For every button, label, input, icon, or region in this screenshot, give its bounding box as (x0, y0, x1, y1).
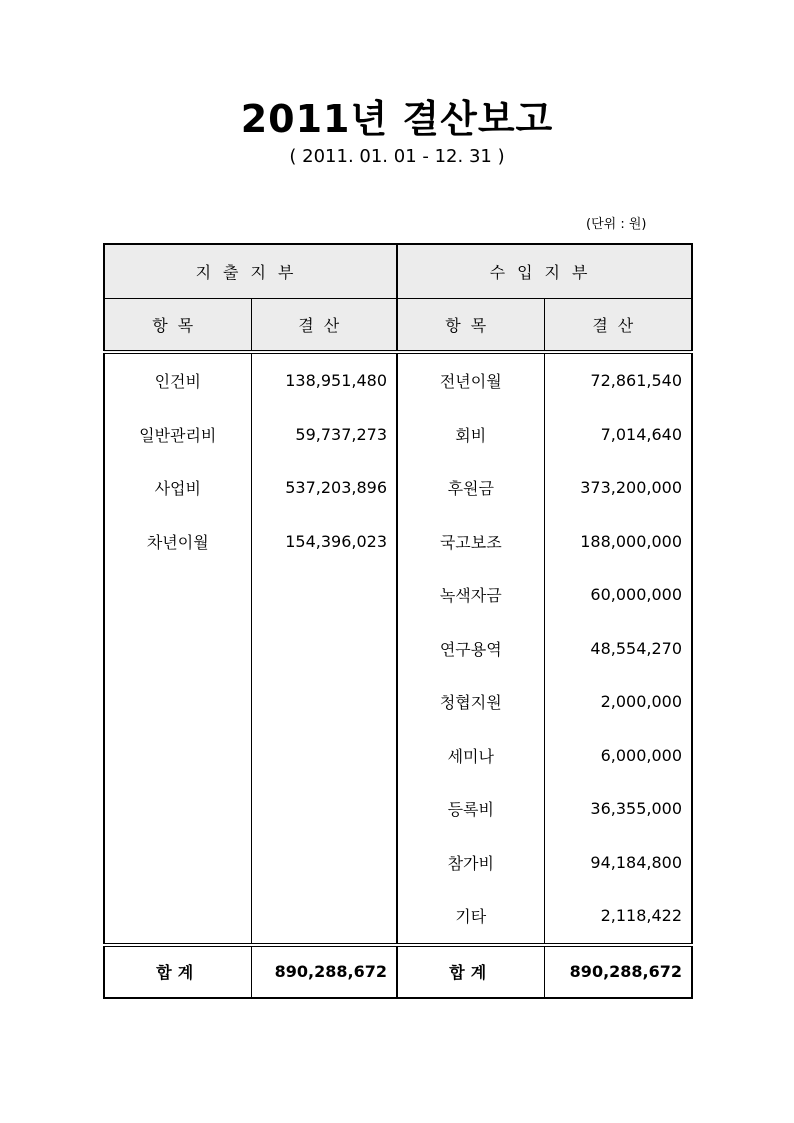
expense-item-name: 사업비 (104, 461, 251, 515)
expense-total-label: 합계 (104, 945, 251, 998)
table-row (104, 889, 692, 945)
expense-item-name (104, 782, 251, 836)
expense-settlement-header: 결산 (251, 299, 397, 353)
report-period: ( 2011. 01. 01 - 12. 31 ) (289, 146, 505, 167)
income-settlement-header: 결산 (544, 299, 692, 353)
income-amount: 36,355,000 (590, 799, 683, 819)
income-amount: 48,554,270 (590, 638, 683, 658)
expense-amount: 154,396,023 (251, 515, 397, 569)
total-row (104, 945, 692, 998)
expense-item-name (104, 675, 251, 729)
unit-note: (단위 : 원) (586, 217, 647, 232)
income-total-label: 합계 (397, 945, 544, 998)
income-item-name: 참가비 (397, 836, 544, 890)
expense-amount (251, 622, 397, 676)
expense-item-name: 인건비 (104, 352, 251, 408)
expense-amount: 537,203,896 (251, 461, 397, 515)
income-amount: 7,014,640 (600, 424, 683, 444)
expense-amount (251, 729, 397, 783)
expense-item-name (104, 889, 251, 945)
income-amount: 6,000,000 (600, 745, 683, 765)
expense-amount: 138,951,480 (251, 352, 397, 408)
column-header-row (104, 299, 692, 353)
table-row (104, 782, 692, 836)
income-total-amount: 890,288,672 (544, 945, 692, 998)
table-row (104, 408, 692, 462)
table-row (104, 515, 692, 569)
expense-item-name (104, 729, 251, 783)
income-amount: 72,861,540 (590, 371, 683, 391)
income-item-name: 전년이월 (397, 352, 544, 408)
income-amount: 188,000,000 (580, 531, 683, 551)
income-section-header: 수입지부 (397, 244, 692, 299)
table-row (104, 461, 692, 515)
table-row (104, 622, 692, 676)
income-item-name: 회비 (397, 408, 544, 462)
expense-item-name: 차년이월 (104, 515, 251, 569)
income-item-name: 후원금 (397, 461, 544, 515)
report-title: 2011년 결산보고 (240, 97, 554, 141)
expense-section-header: 지출지부 (104, 244, 397, 299)
income-amount: 2,118,422 (600, 906, 683, 926)
income-item-name: 세미나 (397, 729, 544, 783)
settlement-table (103, 243, 693, 999)
expense-amount (251, 889, 397, 945)
table-body (104, 352, 692, 945)
income-item-name: 청협지원 (397, 675, 544, 729)
expense-item-name (104, 836, 251, 890)
income-item-name: 녹색자금 (397, 568, 544, 622)
expense-amount (251, 836, 397, 890)
income-amount: 60,000,000 (590, 585, 683, 605)
table-row (104, 352, 692, 408)
expense-item-name (104, 568, 251, 622)
income-amount: 2,000,000 (600, 692, 683, 712)
income-item-name: 연구용역 (397, 622, 544, 676)
expense-amount (251, 568, 397, 622)
income-amount: 373,200,000 (580, 478, 683, 498)
income-amount: 94,184,800 (590, 852, 683, 872)
income-item-name: 국고보조 (397, 515, 544, 569)
expense-amount (251, 675, 397, 729)
table-row (104, 729, 692, 783)
table-row (104, 675, 692, 729)
table-row (104, 836, 692, 890)
expense-total-amount: 890,288,672 (251, 945, 397, 998)
section-header-row (104, 244, 692, 299)
expense-amount: 59,737,273 (251, 408, 397, 462)
expense-item-name: 일반관리비 (104, 408, 251, 462)
expense-item-header: 항목 (104, 299, 251, 353)
income-item-header: 항목 (397, 299, 544, 353)
expense-amount (251, 782, 397, 836)
income-item-name: 기타 (397, 889, 544, 945)
table-row (104, 568, 692, 622)
expense-item-name (104, 622, 251, 676)
income-item-name: 등록비 (397, 782, 544, 836)
